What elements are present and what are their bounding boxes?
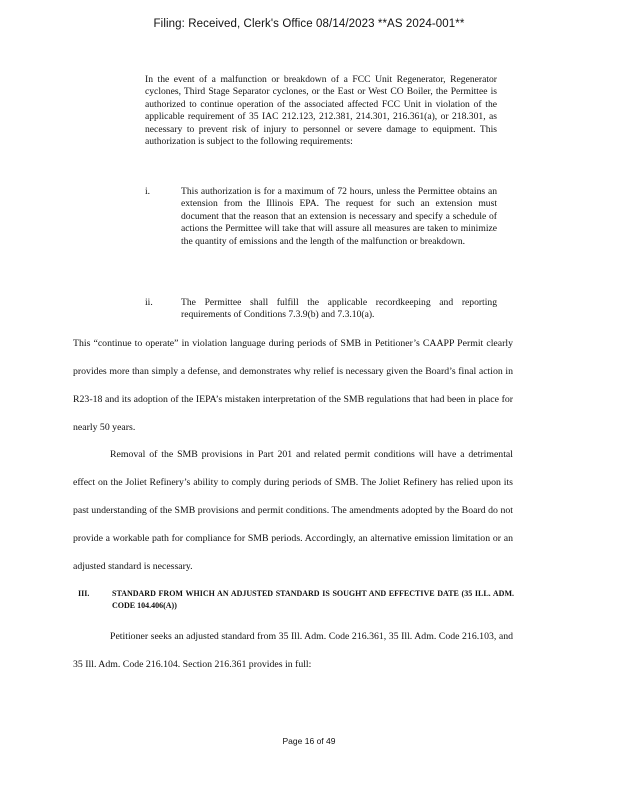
list-item-number: i.	[145, 186, 151, 197]
quoted-permit-condition: In the event of a malfunction or breakdown of a FCC Unit Regenerator, Regenerator cyclones, Third Stage Separator cyclones, or the East or West CO Boiler, the Permittee is authorized to continue operation of the associated affected FCC Unit in violation of the applicable requirement of 35 IAC 212.123, 212.381, 214.301, 216.361(a), or 218.301, as necessary to prevent risk of injury to personnel or severe damage to equipment. This authorization is subject to the following requirements:	[145, 74, 497, 148]
section-title: STANDARD FROM WHICH AN ADJUSTED STANDARD IS SOUGHT AND EFFECTIVE DATE (35 ILL. ADM. CODE 104.406(A))	[112, 589, 514, 610]
page-number: 16	[304, 736, 315, 746]
list-item-text: This authorization is for a maximum of 72 hours, unless the Permittee obtains an extension from the Illinois EPA. The request for such an extension must document that the reason that an extension is necessary and specify a schedule of actions the Permittee will take that will assure all measures are taken to minimize the quantity of emissions and the length of the malfunction or breakdown.	[181, 186, 497, 247]
page-label: Page	[282, 736, 303, 746]
section-number: III.	[78, 589, 90, 598]
of-label: of	[316, 736, 324, 746]
list-item-text: The Permittee shall fulfill the applicable recordkeeping and reporting requirements of Conditions 7.3.9(b) and 7.3.10(a).	[181, 297, 497, 321]
section-heading	[78, 588, 514, 612]
filing-stamp: Filing: Received, Clerk's Office 08/14/2023 **AS 2024-001**	[153, 18, 465, 30]
body-paragraph: This “continue to operate” in violation language during periods of SMB in Petitioner’s CAAPP Permit clearly provides more than simply a defense, and demonstrates why relief is necessary given the Board’s final action in R23-18 and its adoption of the IEPA’s mistaken interpretation of the SMB regulations that had been in place for nearly 50 years.	[73, 338, 513, 433]
list-item-number: ii.	[145, 297, 153, 308]
filing-header	[0, 18, 618, 30]
body-paragraph: Removal of the SMB provisions in Part 201 and related permit conditions will have a detrimental effect on the Joliet Refinery’s ability to comply during periods of SMB. The Joliet Refinery has relied upon its past understanding of the SMB provisions and permit conditions. The amendments adopted by the Board do not provide a workable path for compliance for SMB periods. Accordingly, an alternative emission limitation or an adjusted standard is necessary.	[73, 449, 513, 572]
total-pages: 49	[326, 736, 336, 746]
body-paragraph: Petitioner seeks an adjusted standard from 35 Ill. Adm. Code 216.361, 35 Ill. Adm. Code 216.103, and 35 Ill. Adm. Code 216.104. Section 216.361 provides in full:	[73, 631, 513, 670]
page-footer	[0, 736, 618, 746]
